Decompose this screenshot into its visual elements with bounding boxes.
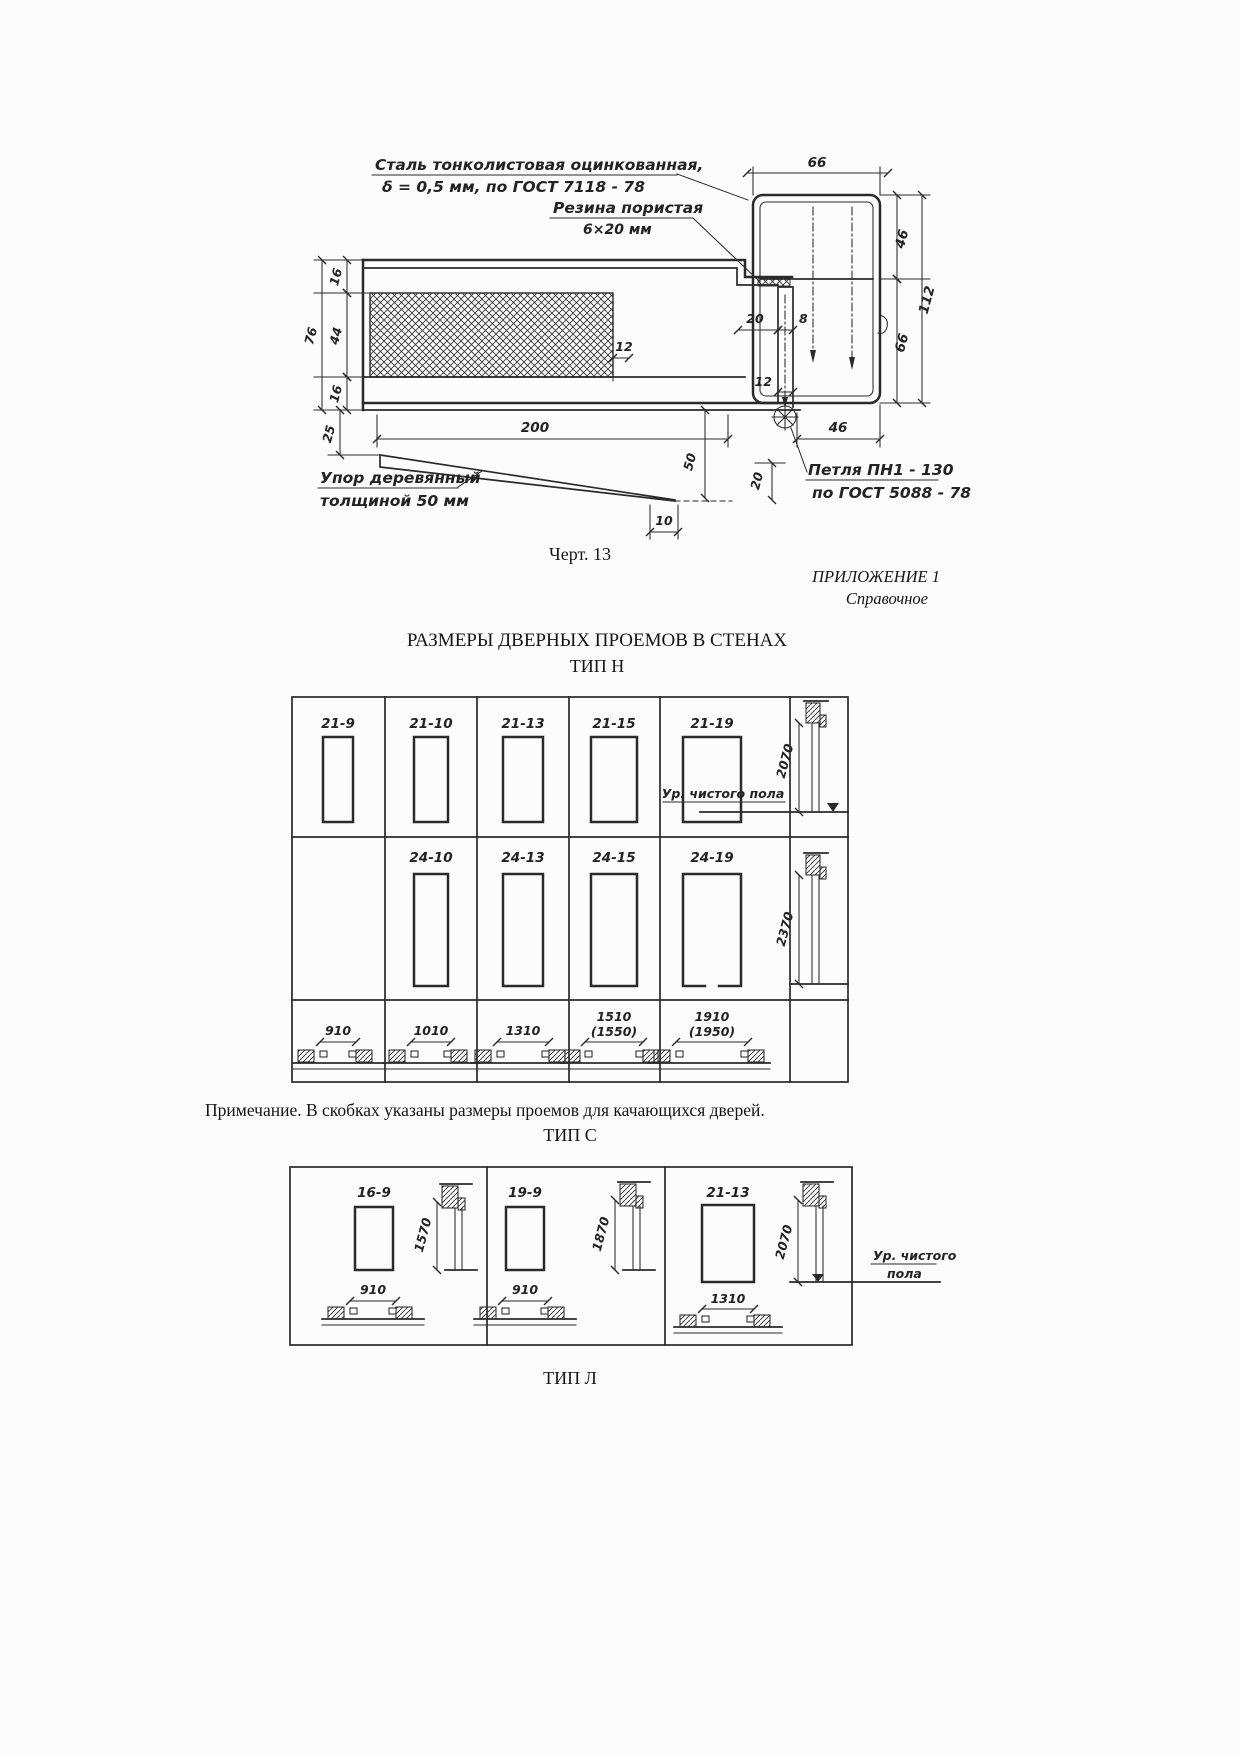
opening-height: 2070 xyxy=(772,742,797,780)
figure-caption: Черт. 13 xyxy=(549,544,611,564)
typeN-drawing xyxy=(285,690,865,1090)
opening-label: 24-19 xyxy=(690,850,734,866)
floor-level-label: Ур. чистого пола xyxy=(661,786,785,801)
opening-label: 16-9 xyxy=(357,1185,391,1201)
dim-8: 8 xyxy=(799,311,808,326)
typeN-row3 xyxy=(293,1009,770,1069)
opening-label: 21-19 xyxy=(690,716,734,732)
opening-height: 1870 xyxy=(588,1215,613,1253)
opening-height: 2370 xyxy=(772,910,797,948)
dim-right-lower: 66 xyxy=(891,331,913,355)
dim-left-16a: 16 xyxy=(326,266,346,288)
note-text: Примечание. В скобках указаны размеры проемов для качающихся дверей. xyxy=(205,1100,765,1120)
plan-view-icon xyxy=(293,1023,383,1069)
type-s-heading: ТИП С xyxy=(543,1125,597,1145)
typeS-cell xyxy=(474,1182,655,1325)
annotation-hinge-2: по ГОСТ 5088 - 78 xyxy=(812,484,972,502)
dim-25: 25 xyxy=(319,423,339,445)
opening-height: 1570 xyxy=(410,1216,435,1254)
opening-width: 910 xyxy=(359,1282,387,1297)
opening-width-alt: (1950) xyxy=(688,1024,736,1039)
typeN-grid xyxy=(292,697,848,1082)
opening-label: 21-9 xyxy=(321,716,355,732)
typeN-row2 xyxy=(409,850,848,986)
floor-level-label-1: Ур. чистого xyxy=(873,1248,957,1263)
typeS-drawing xyxy=(285,1135,957,1355)
typeS-cell xyxy=(322,1184,477,1325)
opening-label: 24-13 xyxy=(501,850,545,866)
floor-arrow-icon xyxy=(812,1274,824,1282)
opening-width: 910 xyxy=(324,1023,352,1038)
opening-label: 19-9 xyxy=(508,1185,542,1201)
typeS-cell xyxy=(674,1182,957,1333)
plan-view-icon xyxy=(648,1009,770,1069)
opening-width: 1310 xyxy=(710,1291,746,1306)
type-n-heading: ТИП Н xyxy=(569,656,625,676)
type-l-heading: ТИП Л xyxy=(543,1368,597,1388)
opening-height: 2070 xyxy=(771,1223,796,1261)
dim-200: 200 xyxy=(520,420,550,436)
dim-12-rabbet: 12 xyxy=(615,339,633,354)
annotation-rubber-1: Резина пористая xyxy=(553,199,704,217)
opening-width: 1510 xyxy=(596,1009,632,1024)
appendix-line1: ПРИЛОЖЕНИЕ 1 xyxy=(812,567,940,586)
opening-label: 24-15 xyxy=(592,850,636,866)
dim-20-vert: 20 xyxy=(747,470,767,492)
door-leaf-section xyxy=(363,260,800,430)
dim-left-44: 44 xyxy=(326,325,346,347)
annotation-steel-1: Сталь тонколистовая оцинкованная, xyxy=(375,156,704,174)
annotation-hinge-1: Петля ПН1 - 130 xyxy=(808,461,954,479)
screw-icon xyxy=(810,207,816,363)
floor-level-label-2: пола xyxy=(887,1266,922,1281)
screw-icon xyxy=(849,207,855,370)
opening-label: 21-15 xyxy=(592,716,636,732)
appendix-block xyxy=(700,566,940,611)
typeN-row1 xyxy=(321,701,848,822)
dim-50: 50 xyxy=(680,451,700,473)
opening-width: 1910 xyxy=(694,1009,730,1024)
dim-12-bottom: 12 xyxy=(754,374,772,389)
opening-width: 1010 xyxy=(413,1023,449,1038)
dim-right-upper: 46 xyxy=(891,227,913,251)
floor-arrow-icon xyxy=(827,803,839,812)
opening-width: 1310 xyxy=(505,1023,541,1038)
annotation-stop-2: толщиной 50 мм xyxy=(320,492,469,510)
opening-label: 21-13 xyxy=(501,716,545,732)
plan-view-icon xyxy=(383,1023,479,1069)
opening-width-alt: (1550) xyxy=(590,1024,638,1039)
fig13-drawing xyxy=(300,145,972,545)
dim-10: 10 xyxy=(655,513,673,528)
dim-left-76: 76 xyxy=(301,325,321,347)
annotation-rubber-2: 6×20 мм xyxy=(583,222,652,238)
annotation-steel-2: δ = 0,5 мм, по ГОСТ 7118 - 78 xyxy=(382,178,645,196)
opening-width: 910 xyxy=(511,1282,539,1297)
hinge-pin-icon xyxy=(772,404,798,430)
plan-view-icon xyxy=(471,1023,569,1069)
dim-top-width: 66 xyxy=(807,155,827,171)
appendix-line2: Справочное xyxy=(845,589,928,609)
wall-section-icon xyxy=(773,853,848,984)
dim-20-gap: 20 xyxy=(746,311,764,326)
dim-left-16b: 16 xyxy=(326,383,346,405)
frame-profile xyxy=(753,195,887,403)
annotation-stop-1: Упор деревянный xyxy=(320,469,481,487)
insulation-hatch xyxy=(370,293,613,377)
dim-46-bottom: 46 xyxy=(828,420,848,436)
page-title: РАЗМЕРЫ ДВЕРНЫХ ПРОЕМОВ В СТЕНАХ xyxy=(406,630,788,651)
plan-view-icon xyxy=(561,1009,659,1069)
opening-label: 24-10 xyxy=(409,850,453,866)
opening-label: 21-10 xyxy=(409,716,453,732)
dim-right-total: 112 xyxy=(915,284,939,316)
opening-label: 21-13 xyxy=(706,1185,750,1201)
